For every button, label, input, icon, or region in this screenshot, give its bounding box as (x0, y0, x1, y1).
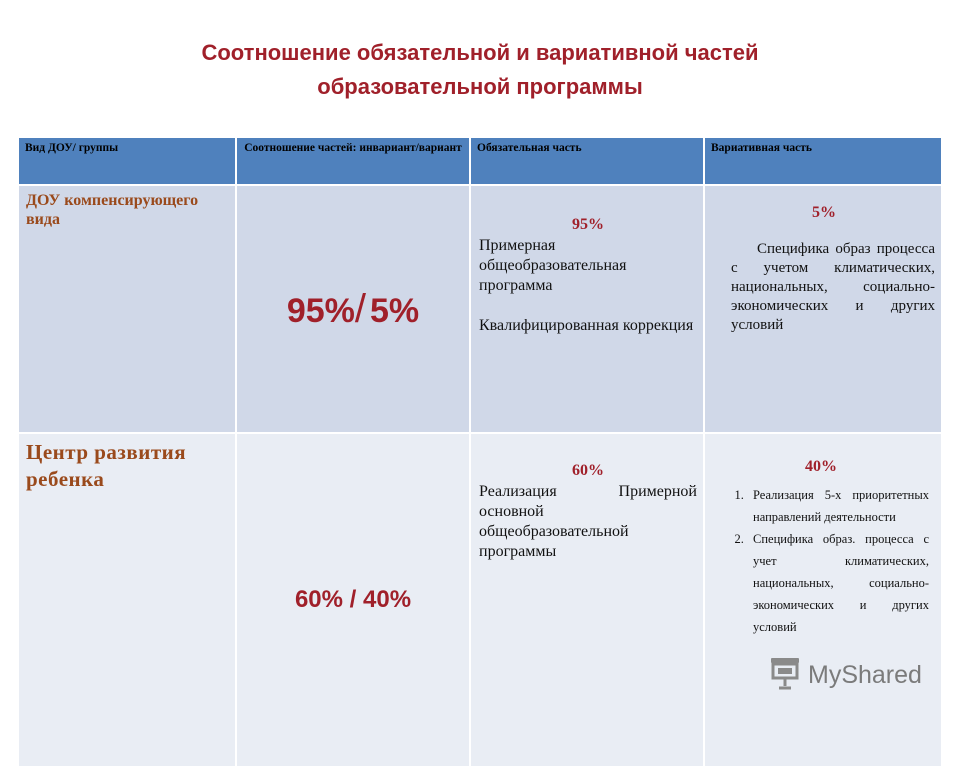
mandatory-percent: 95% (572, 216, 604, 233)
watermark-text: MyShared (808, 660, 922, 689)
table-row (18, 185, 942, 433)
mandatory-text: Примерная общеобразовательная программа (479, 237, 627, 294)
row-label-cell (18, 185, 236, 433)
slide-title-line2: образовательной программы (317, 74, 643, 99)
row-label-cell (18, 433, 236, 767)
variative-percent: 5% (812, 204, 836, 221)
header-type: Вид ДОУ/ группы (18, 137, 236, 185)
slide-title-line1: Соотношение обязательной и вариативной частей (201, 40, 759, 65)
ratio-separator: / (354, 286, 367, 331)
presentation-board-icon (768, 656, 802, 695)
mandatory-percent: 60% (572, 462, 604, 479)
row-label: ДОУ компенсирующего вида (26, 192, 199, 228)
ratio-left: 95% (286, 291, 355, 330)
mandatory-text: Квалифицированная коррекция (479, 317, 694, 334)
row-label: Центр развития ребенка (26, 440, 187, 491)
ratio-cell (236, 433, 470, 767)
ratio-value: 60% / 40% (294, 586, 412, 613)
list-item: 1. Реализация 5-х приоритетных направлений деятельности (747, 484, 929, 528)
header-ratio: Соотношение частей: инвариант/вариант (236, 137, 470, 185)
variative-cell (704, 185, 942, 433)
header-mandatory: Обязательная часть (470, 137, 704, 185)
ratio-cell (236, 185, 470, 433)
variative-cell (704, 433, 942, 767)
mandatory-cell (470, 433, 704, 767)
mandatory-text: Реализация Примерной основной общеобразовательной программы (479, 483, 697, 560)
watermark-logo (768, 657, 922, 693)
ratio-right: 5% (370, 291, 420, 330)
slide-title (0, 36, 960, 104)
variative-percent: 40% (805, 458, 837, 475)
header-variative: Вариативная часть (704, 137, 942, 185)
table-header-row (18, 137, 942, 185)
variative-list (713, 484, 929, 638)
variative-text: Специфика образ процесса с учетом климатических, национальных, социально-экономических и других условий (731, 241, 935, 333)
mandatory-cell (470, 185, 704, 433)
list-item: 2. Специфика образ. процесса с учет климатических, национальных, социально-экономических и других условий (747, 528, 929, 638)
table-row (18, 433, 942, 767)
